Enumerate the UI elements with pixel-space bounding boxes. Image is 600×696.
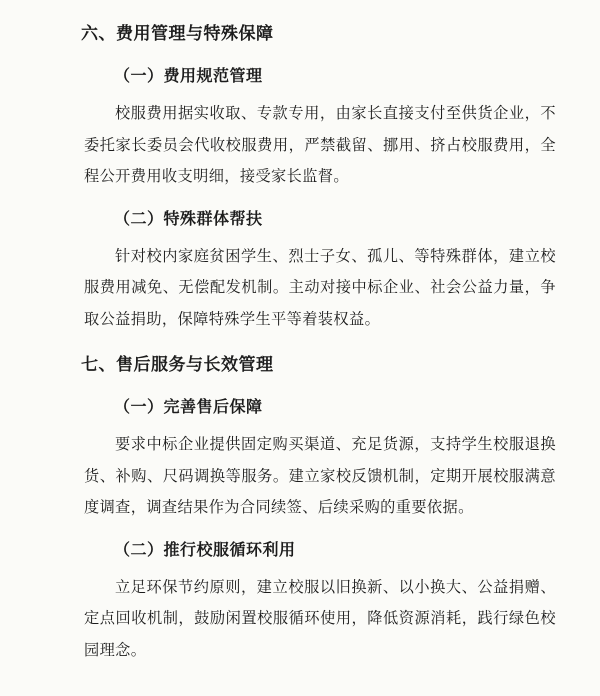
section-7-1-heading: （一）完善售后保障 (114, 397, 263, 416)
section-6-1-paragraph: 校服费用据实收取、专款专用，由家长直接支付至供货企业，不委托家长委员会代收校服费用，严禁截留、挪用、挤占校服费用，全程公开费用收支明细，接受家长监督。 (84, 104, 556, 185)
section-6-2-paragraph: 针对校内家庭贫困学生、烈士子女、孤儿、等特殊群体，建立校服费用减免、无偿配发机制。主动对接中标企业、社会公益力量，争取公益捐助，保障特殊学生平等着装权益。 (84, 246, 556, 328)
section-6-2-heading: （二）特殊群体帮扶 (114, 208, 263, 228)
section-7-1-paragraph: 要求中标企业提供固定购买渠道、充足货源，支持学生校服退换货、补购、尺码调换等服务。建立家校反馈机制，定期开展校服满意度调查，调查结果作为合同续签、后续采购的重要依据。 (84, 435, 556, 516)
section-7-2-paragraph: 立足环保节约原则，建立校服以旧换新、以小换大、公益捐赠、定点回收机制，鼓励闲置校服循环使用，降低资源消耗，践行绿色校园理念。 (84, 577, 556, 659)
section-6-1-heading: （一）费用规范管理 (114, 66, 263, 85)
section-6-heading: 六、费用管理与特殊保障 (81, 24, 274, 44)
section-7-heading: 七、售后服务与长效管理 (81, 355, 274, 375)
section-7-2-heading: （二）推行校服循环利用 (114, 539, 296, 559)
